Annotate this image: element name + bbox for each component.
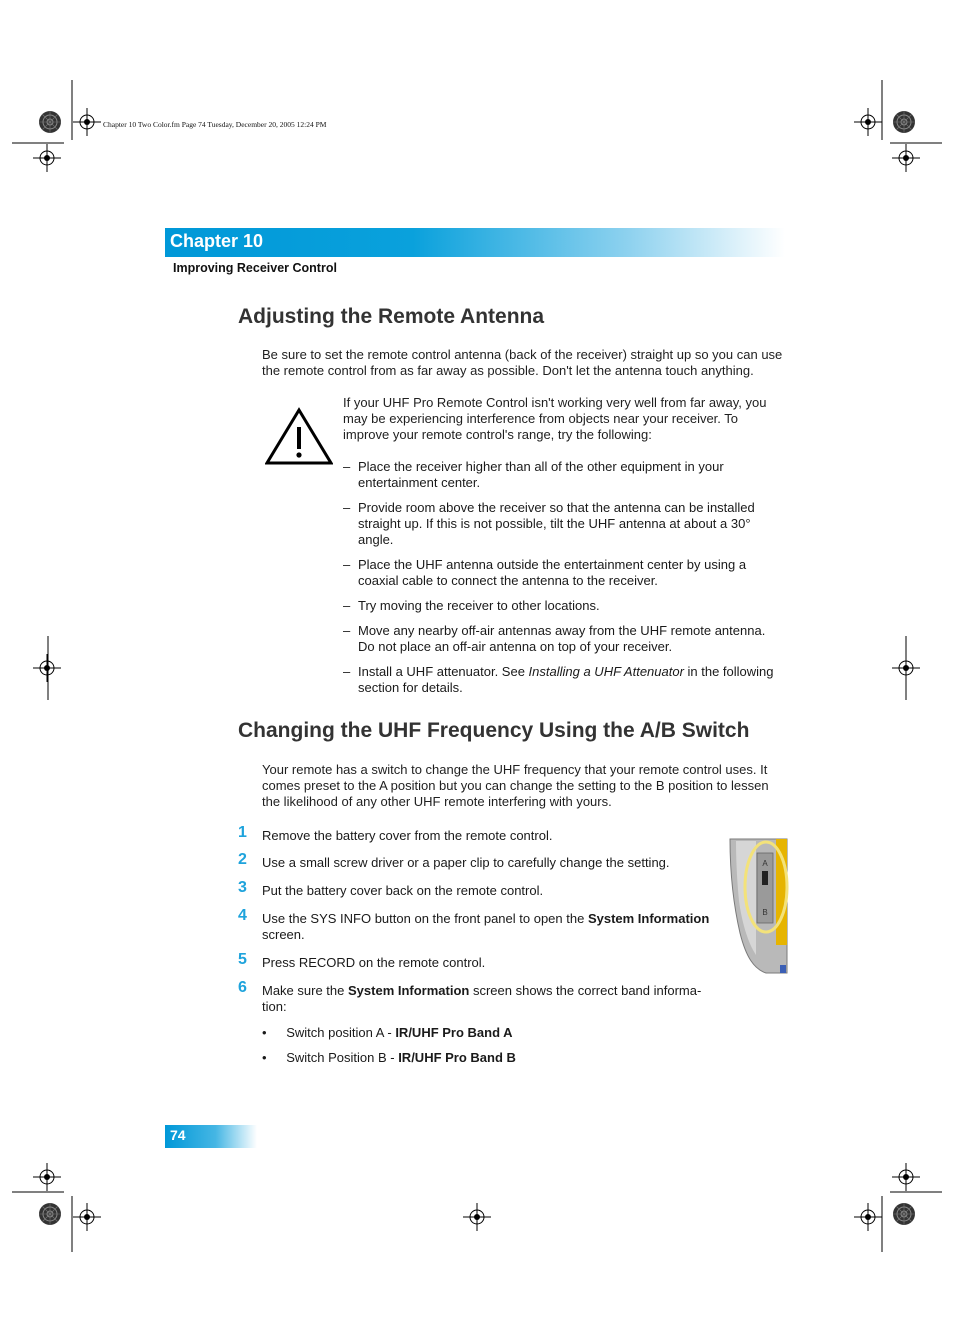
tip-item — [343, 664, 788, 696]
tip-item — [343, 500, 788, 548]
step-bold: System Information — [348, 983, 470, 998]
step-text: Remove the battery cover from the remote control. — [262, 828, 553, 843]
step-number: 5 — [238, 951, 247, 968]
dash-marker: – — [343, 459, 351, 474]
tip-text: Move any nearby off-air antennas away from the UHF remote antenna. Do not place an off-air antenna on top of your receiver. — [358, 623, 766, 654]
tip-text: Try moving the receiver to other locations. — [358, 598, 600, 613]
page-number: 74 — [170, 1127, 186, 1143]
tip-item — [343, 598, 788, 614]
step-text: Put the battery cover back on the remote control. — [262, 883, 544, 898]
tip-item — [343, 623, 788, 655]
step-text-after: screen shows the correct band informa-tion: — [262, 983, 702, 1014]
tip-text — [358, 664, 788, 696]
bullet-marker: • — [262, 1025, 267, 1040]
tip-text: Place the UHF antenna outside the entertainment center by using a coaxial cable to connect the antenna to the receiver. — [358, 557, 747, 588]
step-number: 1 — [238, 824, 247, 841]
bullet-label: Switch Position B - — [286, 1050, 399, 1065]
step-number: 4 — [238, 907, 247, 924]
bullet-value: IR/UHF Pro Band A — [395, 1025, 513, 1040]
step-number: 2 — [238, 851, 247, 868]
warning-triangle-icon — [265, 407, 333, 465]
dash-marker: – — [343, 557, 351, 572]
dash-marker: – — [343, 500, 351, 515]
step-text-before: Make sure the — [262, 983, 348, 998]
antenna-intro: Be sure to set the remote control antenna (back of the receiver) straight up so you can use the remote control from as far away as possible. Don't let the antenna touch anything. — [262, 347, 783, 378]
switch-intro: Your remote has a switch to change the UHF frequency that your remote control uses. It comes preset to the A position but you can change the setting to the B position to lessen the likelihood of any other UHF remote interfering with yours. — [262, 762, 769, 809]
cross-reference: Installing a UHF Attenuator — [528, 664, 684, 679]
bullet-value: IR/UHF Pro Band B — [398, 1050, 516, 1065]
step-number: 3 — [238, 879, 247, 896]
switch-slider — [762, 871, 768, 885]
running-head: Improving Receiver Control — [173, 261, 337, 275]
step-number: 6 — [238, 979, 247, 996]
bullet-marker: • — [262, 1050, 267, 1065]
section-title-antenna: Adjusting the Remote Antenna — [238, 305, 545, 328]
band-bullet — [262, 1025, 513, 1041]
switch-label-a: A — [762, 859, 768, 868]
tip-text: Place the receiver higher than all of the other equipment in your entertainment center. — [358, 459, 724, 490]
chapter-title: Chapter 10 — [170, 231, 264, 251]
switch-label-b: B — [762, 908, 768, 917]
step-text — [262, 911, 722, 943]
bullet-label: Switch position A - — [286, 1025, 396, 1040]
warning-text: If your UHF Pro Remote Control isn't working very well from far away, you may be experiencing interference from objects near your receiver. To improve your remote control's range, try the following: — [343, 395, 767, 442]
remote-switch-illustration — [726, 835, 790, 975]
tip-item — [343, 557, 788, 589]
tip-text-after: in the following section for details. — [358, 664, 774, 695]
section-title-switch: Changing the UHF Frequency Using the A/B Switch — [238, 719, 750, 742]
step-text: Use a small screw driver or a paper clip to carefully change the setting. — [262, 855, 670, 870]
tip-text: Provide room above the receiver so that the antenna can be installed straight up. If this is not possible, tilt the UHF antenna at about a 30° angle. — [358, 500, 755, 547]
dash-marker: – — [343, 623, 351, 638]
step-text-after: screen. — [262, 927, 305, 942]
step-text: Press RECORD on the remote control. — [262, 955, 486, 970]
step-text-before: Use the SYS INFO button on the front panel to open the — [262, 911, 588, 926]
step-text — [262, 983, 717, 1015]
dash-marker: – — [343, 598, 351, 613]
tip-text-before: Install a UHF attenuator. See — [358, 664, 529, 679]
printer-slug: Chapter 10 Two Color.fm Page 74 Tuesday, December 20, 2005 12:24 PM — [103, 120, 327, 129]
tip-item — [343, 459, 788, 491]
band-bullet — [262, 1050, 516, 1066]
dash-marker: – — [343, 664, 351, 679]
step-bold: System Information — [587, 911, 710, 926]
